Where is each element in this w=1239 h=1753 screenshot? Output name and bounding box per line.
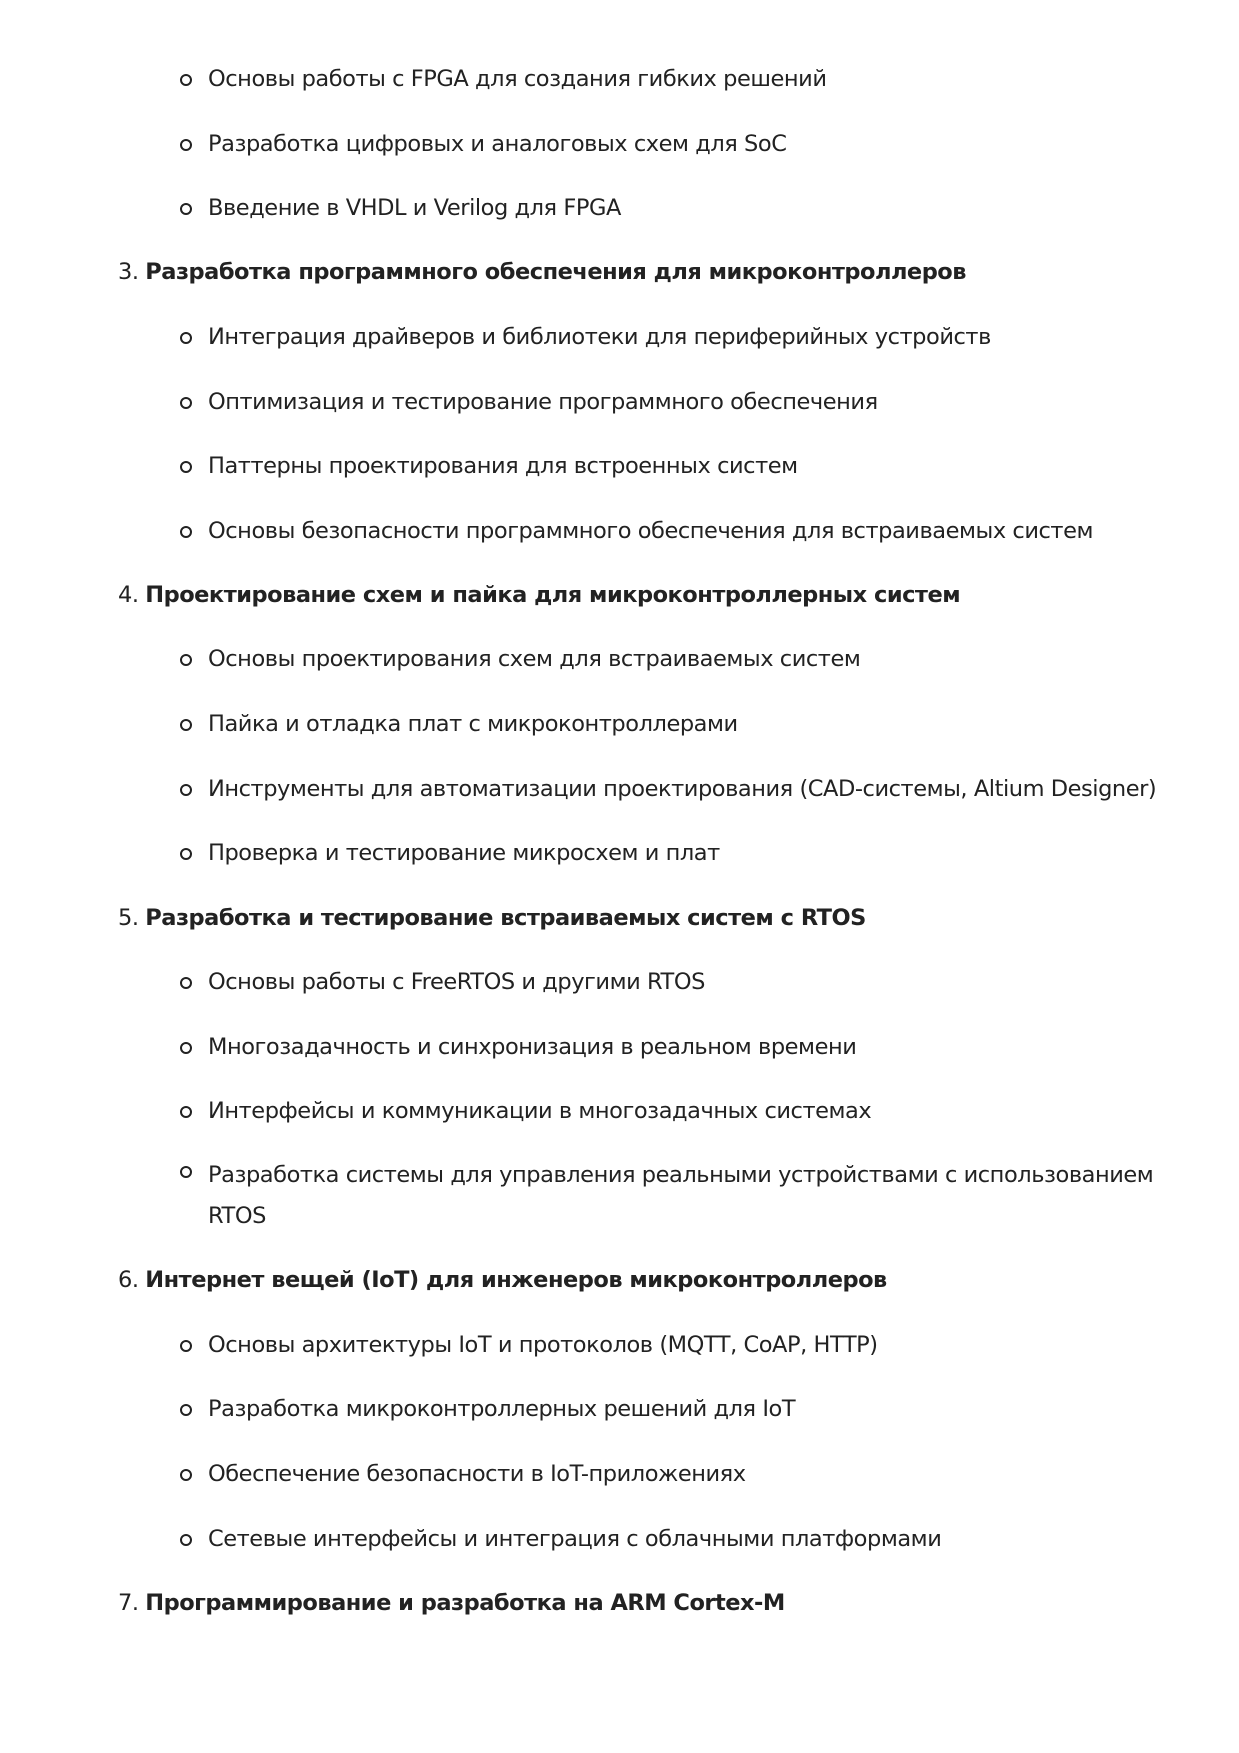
list-item-text: Сетевые интерфейсы и интеграция с облачными платформами: [208, 1526, 942, 1552]
circle-bullet-icon: [180, 397, 192, 409]
list-item: [180, 708, 1198, 740]
section-number: 7.: [118, 1590, 139, 1616]
list-item-text: Интеграция драйверов и библиотеки для периферийных устройств: [208, 324, 991, 350]
section-heading: [118, 256, 966, 288]
list-item-text: Основы архитектуры IoT и протоколов (MQTT, CoAP, HTTP): [208, 1332, 878, 1358]
list-item-text: Введение в VHDL и Verilog для FPGA: [208, 195, 621, 221]
circle-bullet-icon: [180, 1534, 192, 1546]
list-item: [180, 1393, 1198, 1425]
section-heading: [118, 902, 866, 934]
list-item-text: Основы безопасности программного обеспечения для встраиваемых систем: [208, 518, 1094, 544]
circle-bullet-icon: [180, 848, 192, 860]
section-number: 6.: [118, 1267, 139, 1293]
list-item: [180, 386, 1198, 418]
circle-bullet-icon: [180, 1042, 192, 1054]
circle-bullet-icon: [180, 1166, 192, 1178]
section-title: Проектирование схем и пайка для микроконтроллерных систем: [145, 582, 961, 608]
circle-bullet-icon: [180, 139, 192, 151]
circle-bullet-icon: [180, 203, 192, 215]
circle-bullet-icon: [180, 1340, 192, 1352]
list-item: [180, 643, 1198, 675]
list-item: [180, 966, 1198, 998]
list-item-text: Основы работы с FreeRTOS и другими RTOS: [208, 969, 705, 995]
list-item-text: Проверка и тестирование микросхем и плат: [208, 840, 720, 866]
section-title: Разработка программного обеспечения для микроконтроллеров: [145, 259, 966, 285]
list-item: [180, 515, 1198, 547]
section-heading: [118, 1587, 785, 1619]
circle-bullet-icon: [180, 526, 192, 538]
section-title: Разработка и тестирование встраиваемых систем с RTOS: [145, 905, 866, 931]
list-item: [180, 63, 1198, 95]
circle-bullet-icon: [180, 461, 192, 473]
section-number: 5.: [118, 905, 139, 931]
circle-bullet-icon: [180, 1404, 192, 1416]
list-item-text: Паттерны проектирования для встроенных систем: [208, 453, 798, 479]
circle-bullet-icon: [180, 1106, 192, 1118]
circle-bullet-icon: [180, 977, 192, 989]
list-item: [180, 1095, 1198, 1127]
section-number: 4.: [118, 582, 139, 608]
list-item: [180, 128, 1198, 160]
section-heading: [118, 579, 960, 611]
list-item: [180, 192, 1198, 224]
list-item-text: Инструменты для автоматизации проектирования (CAD-системы, Altium Designer): [208, 776, 1157, 802]
circle-bullet-icon: [180, 654, 192, 666]
list-item: [180, 1329, 1198, 1361]
list-item-text: Разработка системы для управления реальными устройствами с использованием RTOS: [208, 1162, 1154, 1229]
circle-bullet-icon: [180, 1469, 192, 1481]
section-heading: [118, 1264, 887, 1296]
list-item: [180, 1031, 1198, 1063]
list-item: [180, 837, 1198, 869]
list-item-text: Разработка цифровых и аналоговых схем для SoC: [208, 131, 787, 157]
list-item: [180, 773, 1198, 805]
list-item-text: Обеспечение безопасности в IoT-приложениях: [208, 1461, 746, 1487]
circle-bullet-icon: [180, 74, 192, 86]
section-title: Интернет вещей (IoT) для инженеров микроконтроллеров: [145, 1267, 887, 1293]
list-item-text: Основы проектирования схем для встраиваемых систем: [208, 646, 861, 672]
list-item-text: Многозадачность и синхронизация в реальном времени: [208, 1034, 857, 1060]
list-item: [180, 1155, 1198, 1237]
circle-bullet-icon: [180, 332, 192, 344]
section-number: 3.: [118, 259, 139, 285]
list-item-text: Пайка и отладка плат с микроконтроллерами: [208, 711, 738, 737]
section-title: Программирование и разработка на ARM Cortex-M: [145, 1590, 785, 1616]
circle-bullet-icon: [180, 719, 192, 731]
list-item-text: Интерфейсы и коммуникации в многозадачных системах: [208, 1098, 872, 1124]
list-item: [180, 1458, 1198, 1490]
list-item-text: Разработка микроконтроллерных решений для IoT: [208, 1396, 796, 1422]
list-item-text: Основы работы с FPGA для создания гибких решений: [208, 66, 827, 92]
list-item: [180, 321, 1198, 353]
circle-bullet-icon: [180, 784, 192, 796]
list-item-text: Оптимизация и тестирование программного обеспечения: [208, 389, 878, 415]
list-item: [180, 1523, 1198, 1555]
list-item: [180, 450, 1198, 482]
